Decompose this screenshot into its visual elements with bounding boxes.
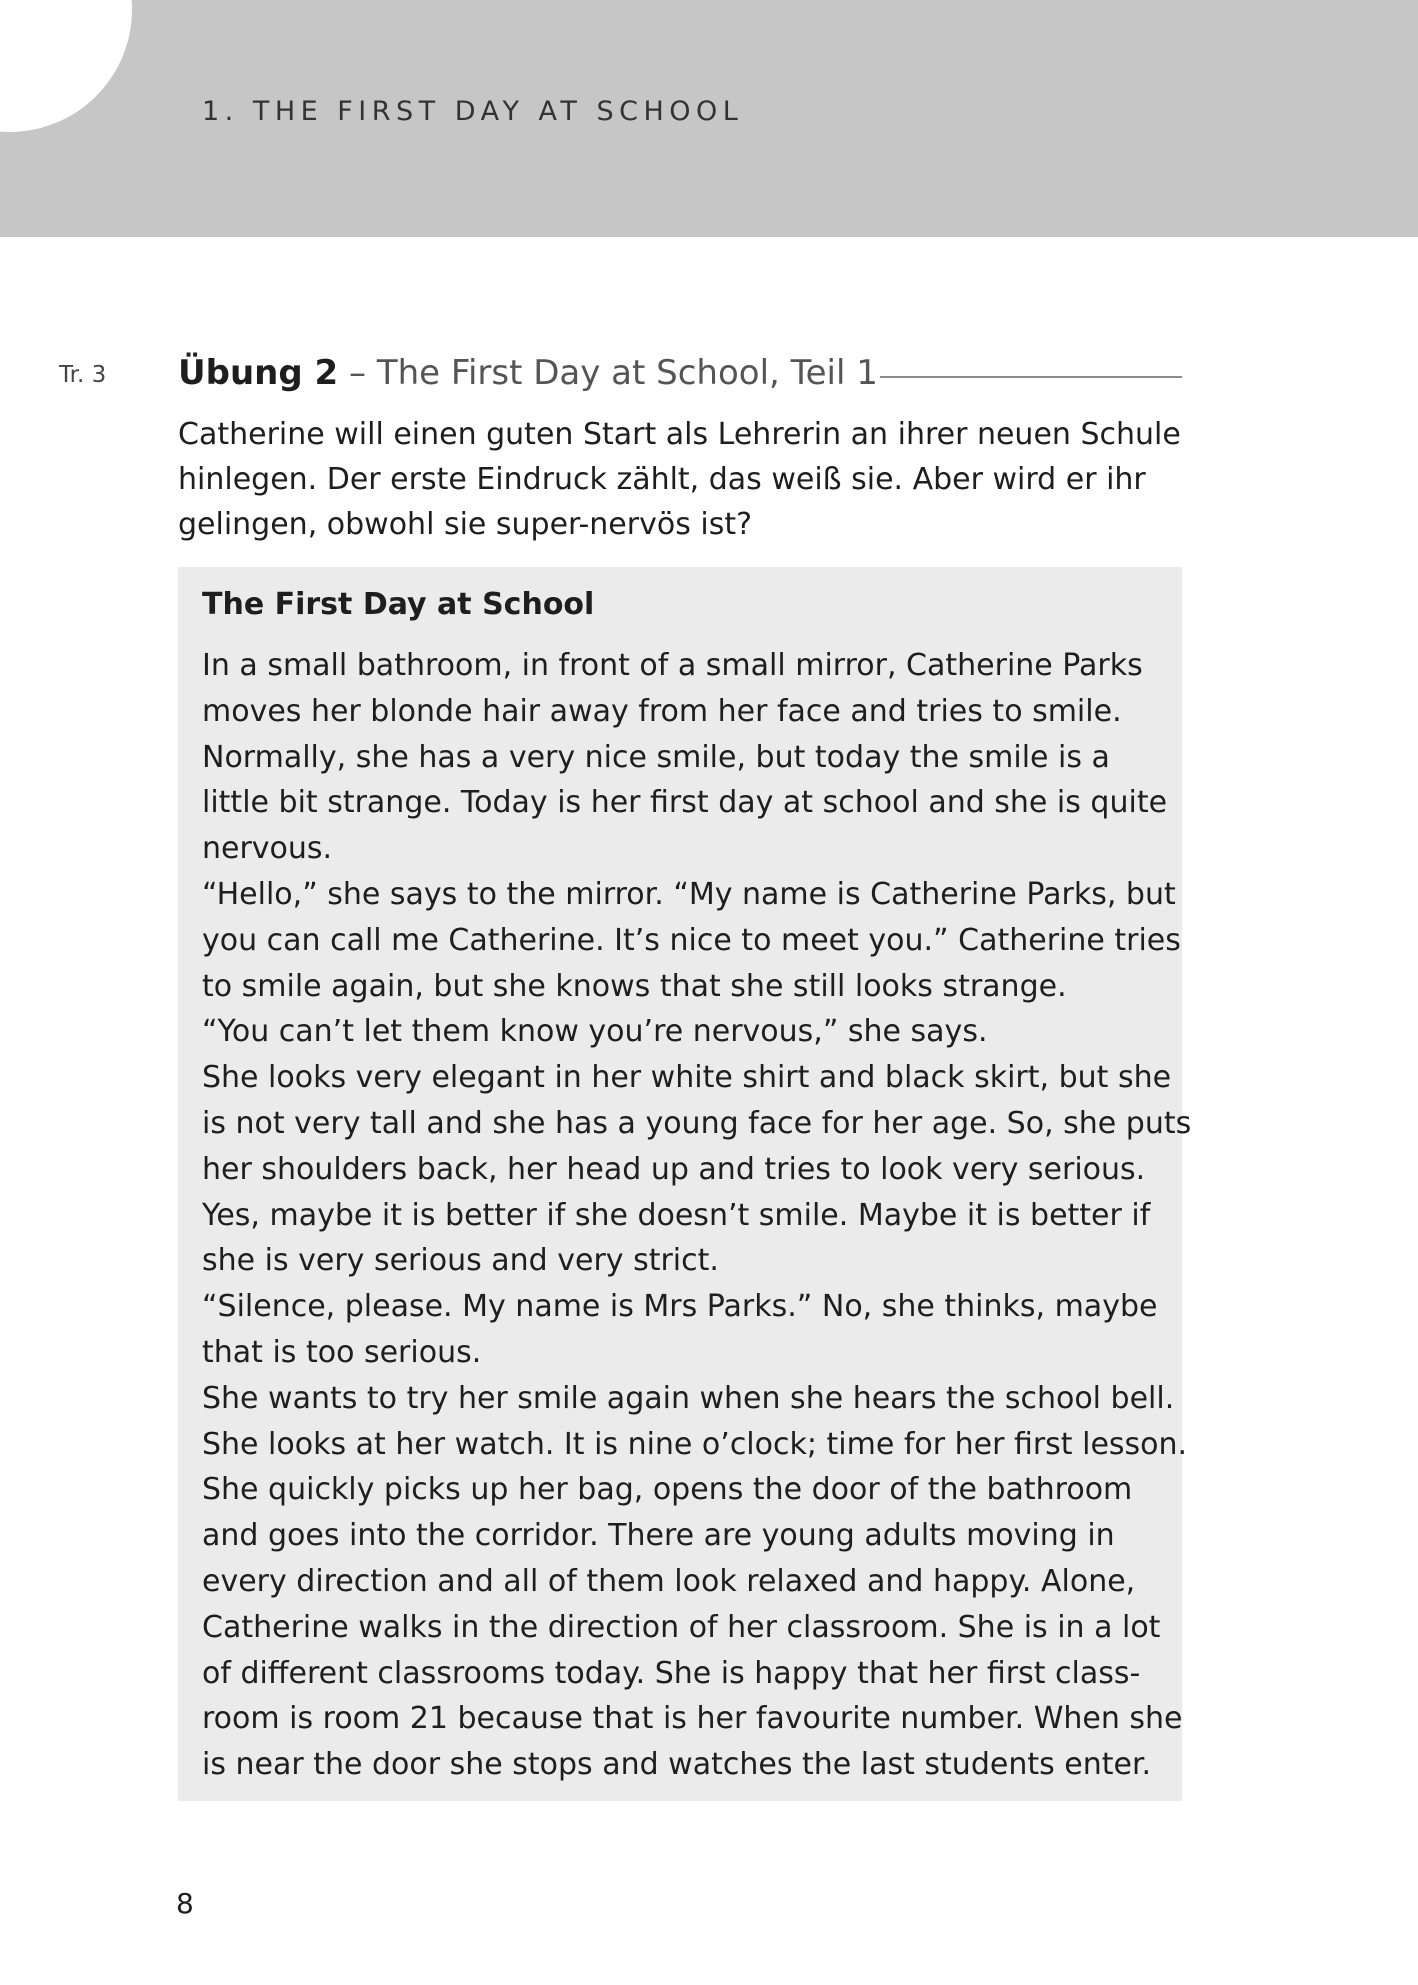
intro-line: hinlegen. Der erste Eindruck zählt, das weiß sie. Aber wird er ihr [178, 462, 1146, 497]
story-line: is not very tall and she has a young face for her age. So, she puts [202, 1105, 1192, 1141]
story-body [202, 643, 1192, 1788]
header-circle-decoration [0, 0, 132, 132]
intro-line: Catherine will einen guten Start als Lehrerin an ihrer neuen Schule [178, 417, 1181, 452]
story-line: that is too serious. [202, 1334, 482, 1370]
story-line: Normally, she has a very nice smile, but today the smile is a [202, 739, 1110, 775]
chapter-header-band [0, 0, 1418, 237]
story-line: of different classrooms today. She is happy that her first class- [202, 1655, 1141, 1691]
heading-divider [880, 376, 1182, 378]
story-line: She looks at her watch. It is nine o’clock; time for her first lesson. [202, 1426, 1188, 1462]
story-line: She wants to try her smile again when she hears the school bell. [202, 1380, 1175, 1416]
story-box [178, 567, 1192, 1801]
exercise-number: Übung 2 [178, 353, 339, 393]
story-line: and goes into the corridor. There are young adults moving in [202, 1518, 1115, 1554]
story-line: “You can’t let them know you’re nervous,” she says. [202, 1014, 988, 1050]
story-line: you can call me Catherine. It’s nice to meet you.” Catherine tries [202, 922, 1181, 958]
story-line: “Silence, please. My name is Mrs Parks.” No, she thinks, maybe [202, 1289, 1158, 1325]
intro-line: gelingen, obwohl sie super-nervös ist? [178, 507, 753, 542]
story-line: She looks very elegant in her white shirt and black skirt, but she [202, 1060, 1172, 1096]
chapter-title: 1. THE FIRST DAY AT SCHOOL [202, 96, 744, 127]
story-line: nervous. [202, 831, 333, 867]
story-line: every direction and all of them look relaxed and happy. Alone, [202, 1563, 1136, 1599]
audio-track-label: Tr. 3 [59, 362, 107, 388]
story-line: her shoulders back, her head up and tries to look very serious. [202, 1151, 1146, 1187]
story-title: The First Day at School [202, 587, 595, 622]
exercise-heading [178, 353, 878, 393]
story-line: she is very serious and very strict. [202, 1243, 719, 1279]
story-line: Catherine walks in the direction of her classroom. She is in a lot [202, 1609, 1161, 1645]
exercise-intro [178, 412, 1188, 547]
story-line: room is room 21 because that is her favourite number. When she [202, 1701, 1183, 1737]
page-number: 8 [176, 1887, 194, 1920]
story-line: “Hello,” she says to the mirror. “My name is Catherine Parks, but [202, 876, 1176, 912]
story-line: to smile again, but she knows that she still looks strange. [202, 968, 1067, 1004]
story-line: little bit strange. Today is her first day at school and she is quite [202, 785, 1168, 821]
story-line: Yes, maybe it is better if she doesn’t smile. Maybe it is better if [202, 1197, 1151, 1233]
story-line: is near the door she stops and watches the last students enter. [202, 1747, 1152, 1783]
story-line: moves her blonde hair away from her face and tries to smile. [202, 693, 1122, 729]
story-line: In a small bathroom, in front of a small mirror, Catherine Parks [202, 648, 1143, 683]
exercise-title: – The First Day at School, Teil 1 [338, 353, 878, 393]
story-line: She quickly picks up her bag, opens the door of the bathroom [202, 1472, 1133, 1508]
